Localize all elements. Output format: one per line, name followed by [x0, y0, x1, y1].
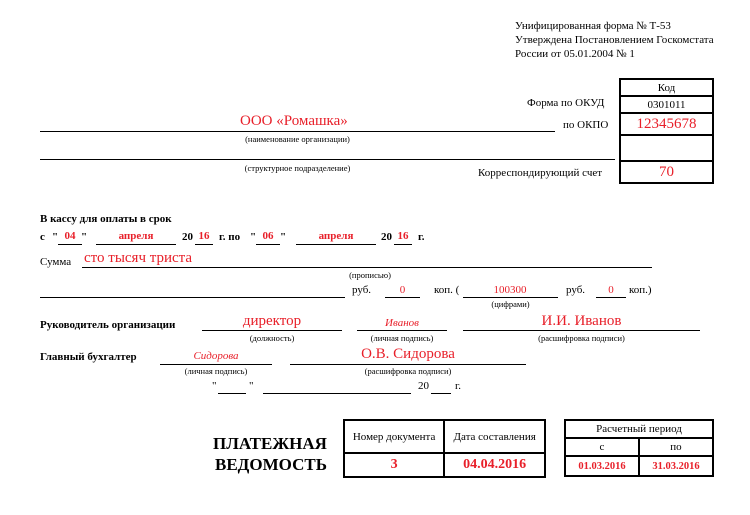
empty-code-cell [620, 135, 713, 161]
director-position-caption: (должность) [249, 333, 295, 343]
doc-title-line2: ВЕДОМОСТЬ [215, 455, 327, 474]
c-label: с [40, 231, 45, 243]
kop-line [596, 297, 626, 298]
doc-number-header: Номер документа [344, 420, 444, 453]
kop-line [385, 297, 420, 298]
kop-value: 0 [399, 284, 406, 296]
from-year-line [195, 244, 213, 245]
org-name-caption: (наименование организации) [245, 134, 350, 144]
division-caption: (структурное подразделение) [244, 163, 351, 173]
to-year-line [394, 244, 412, 245]
doc-date-header: Дата составления [444, 420, 545, 453]
to-day-line [256, 244, 280, 245]
org-name-line [40, 131, 555, 132]
from-year: 16 [198, 230, 210, 242]
document-table [343, 419, 546, 478]
period-to-label: по [639, 438, 713, 456]
director-position-line [202, 330, 342, 331]
g-label: г. [455, 380, 462, 392]
director-position: директор [242, 313, 302, 329]
quote: " [81, 231, 88, 243]
from-month: апреля [118, 230, 154, 242]
quote: " [52, 231, 59, 243]
rub-label: руб. [566, 284, 586, 296]
doc-date-value: 04.04.2016 [444, 453, 545, 477]
from-day-line [58, 244, 82, 245]
doc-title-line1: ПЛАТЕЖНАЯ [213, 434, 327, 453]
account-value: 70 [620, 161, 713, 183]
century: 20 [381, 231, 392, 243]
quote: " [280, 231, 287, 243]
director-signature-line [357, 330, 447, 331]
century: 20 [182, 231, 193, 243]
accountant-signature: Сидорова [193, 350, 239, 362]
doc-number-value: 3 [344, 453, 444, 477]
kop-open-label: коп. ( [434, 284, 460, 296]
division-line [40, 159, 615, 160]
accountant-decoding-line [290, 364, 526, 365]
director-decoding-caption: (расшифровка подписи) [538, 333, 625, 343]
form-line-3: России от 05.01.2004 № 1 [515, 48, 635, 60]
sum-words-line [82, 267, 652, 268]
century: 20 [418, 380, 429, 392]
director-signature: Иванов [385, 317, 419, 329]
sum-words-caption: (прописью) [349, 270, 391, 280]
accountant-signature-line [160, 364, 272, 365]
okud-label: Форма по ОКУД [527, 97, 605, 109]
director-decoding-line [463, 330, 700, 331]
sum-words: сто тысяч триста [84, 250, 193, 266]
to-year: 16 [397, 230, 409, 242]
from-day: 04 [64, 230, 76, 242]
quote: " [250, 231, 257, 243]
from-month-line [96, 244, 176, 245]
sum-words-line-2 [40, 297, 345, 298]
director-label: Руководитель организации [40, 319, 176, 331]
to-month: апреля [318, 230, 354, 242]
date-day-line [218, 393, 246, 394]
to-month-line [296, 244, 376, 245]
director-decoding: И.И. Иванов [541, 313, 622, 329]
sum-digits-line [463, 297, 558, 298]
quote: " [249, 380, 254, 392]
rub-label: руб. [352, 284, 372, 296]
director-signature-caption: (личная подпись) [370, 333, 434, 343]
account-label: Корреспондирующий счет [478, 167, 603, 179]
payment-term-label: В кассу для оплаты в срок [40, 213, 172, 225]
codes-table [619, 78, 714, 184]
period-from-label: с [565, 438, 639, 456]
sum-digits-caption: (цифрами) [491, 299, 530, 309]
form-line-1: Унифицированная форма № Т-53 [515, 20, 671, 32]
period-from-value: 01.03.2016 [565, 456, 639, 476]
accountant-label: Главный бухгалтер [40, 351, 137, 363]
org-name: ООО «Ромашка» [240, 113, 348, 129]
okpo-value: 12345678 [620, 113, 713, 135]
accountant-decoding-caption: (расшифровка подписи) [364, 366, 452, 376]
kop-value: 0 [608, 284, 614, 296]
accountant-signature-caption: (личная подпись) [184, 366, 248, 376]
period-table [564, 419, 714, 477]
sum-label: Сумма [40, 256, 72, 268]
period-header: Расчетный период [565, 420, 713, 438]
form-line-2: Утверждена Постановлением Госкомстата [515, 34, 714, 46]
g-po-label: г. по [219, 231, 241, 243]
period-to-value: 31.03.2016 [639, 456, 713, 476]
kod-header: Код [620, 79, 713, 96]
kop-close-label: коп.) [629, 284, 652, 296]
sum-digits: 100300 [493, 284, 527, 296]
okud-value: 0301011 [620, 96, 713, 113]
okpo-label: по ОКПО [563, 119, 609, 131]
accountant-decoding: О.В. Сидорова [361, 346, 455, 362]
to-day: 06 [262, 230, 274, 242]
g-label: г. [418, 231, 425, 243]
quote: " [212, 380, 217, 392]
date-year-line [431, 393, 451, 394]
date-month-line [263, 393, 411, 394]
